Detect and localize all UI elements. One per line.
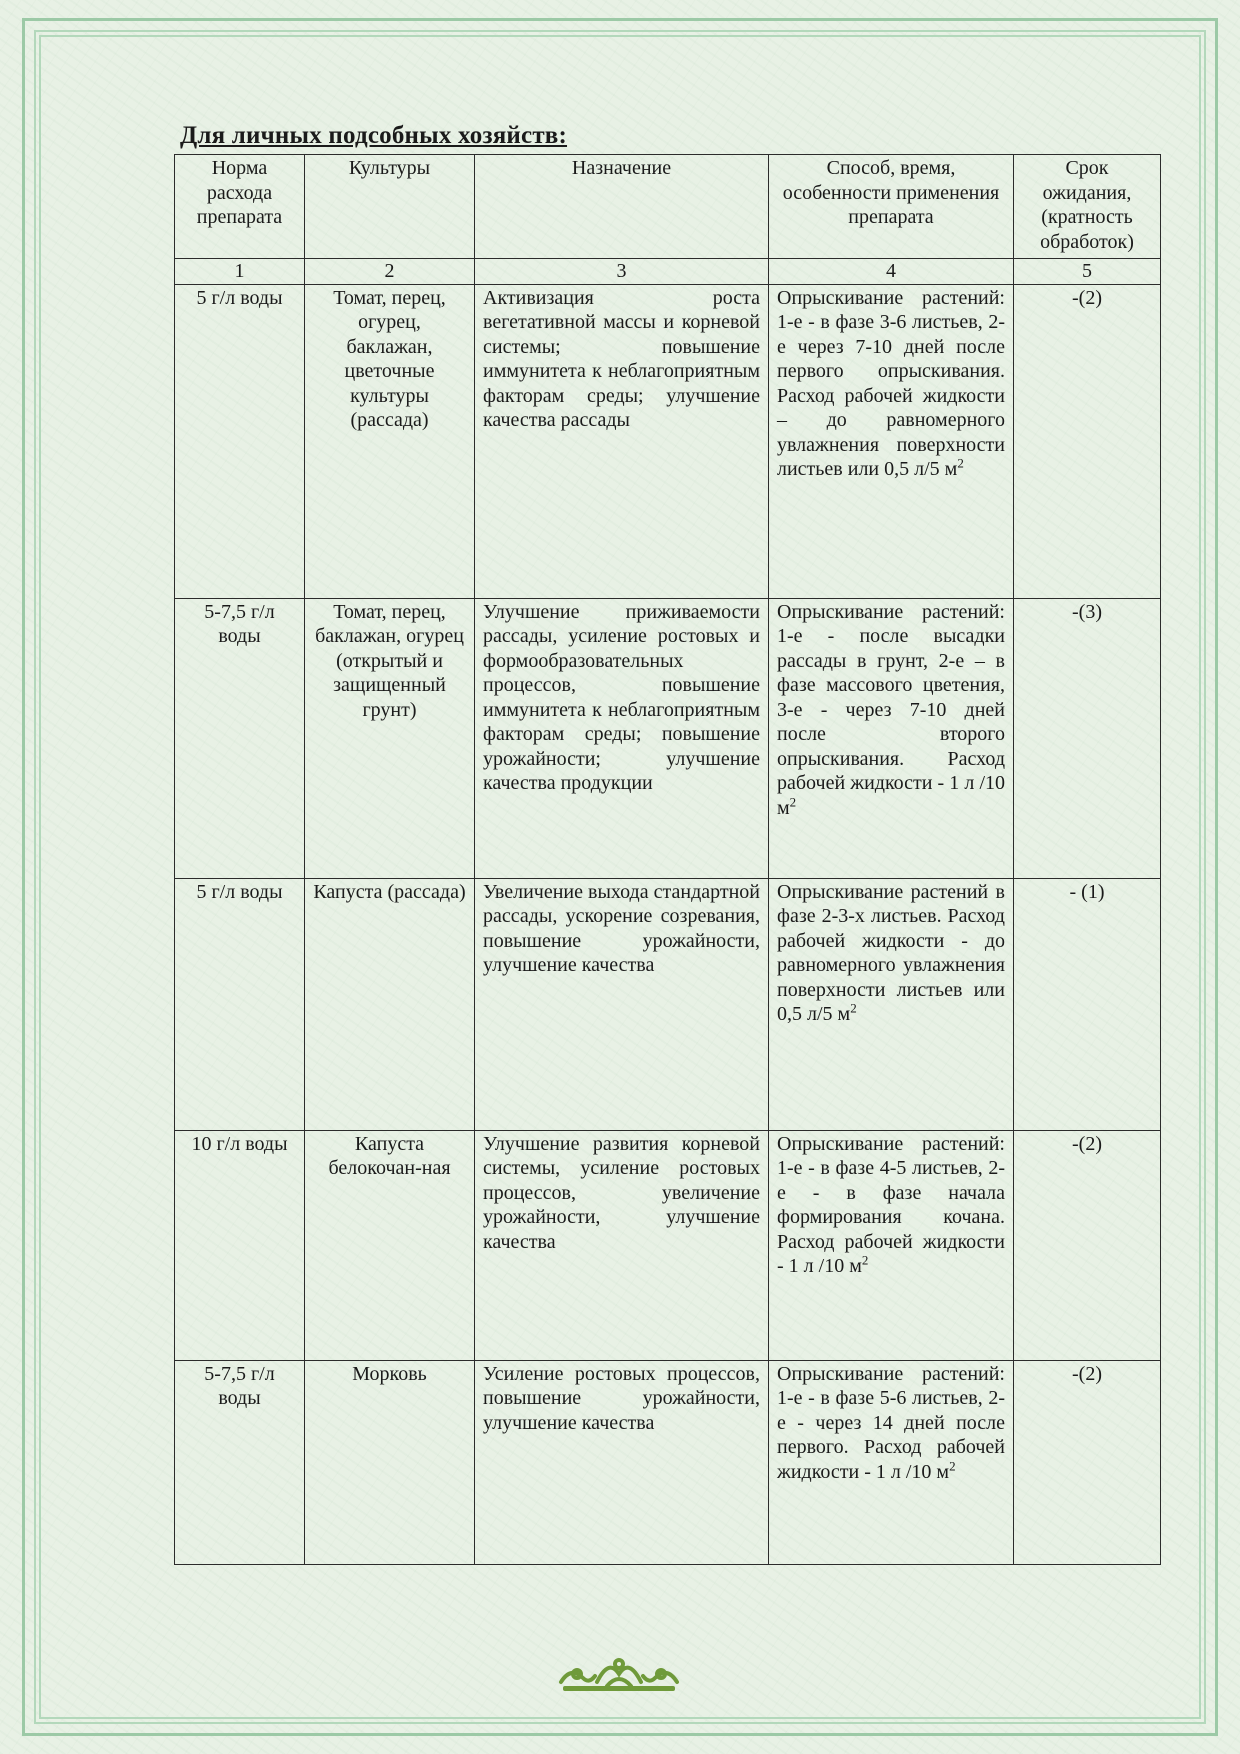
header-method: Способ, время, особенности применения препарата [769, 155, 1014, 259]
rate-cell: 5-7,5 г/л воды [175, 598, 305, 878]
header-wait: Срок ожидания, (кратность обработок) [1014, 155, 1161, 259]
column-number: 5 [1014, 259, 1161, 285]
column-number: 3 [475, 259, 769, 285]
crops-cell: Томат, перец, баклажан, огурец (открытый и защищенный грунт) [305, 598, 475, 878]
table-row [175, 1360, 1161, 1564]
table-row [175, 284, 1161, 598]
wait-cell: -(2) [1014, 1360, 1161, 1564]
crops-cell: Томат, перец, огурец, баклажан, цветочные культуры (рассада) [305, 284, 475, 598]
purpose-cell: Увеличение выхода стандартной рассады, ускорение созревания, повышение урожайности, улучшение качества [475, 878, 769, 1130]
purpose-cell: Улучшение развития корневой системы, усиление ростовых процессов, увеличение урожайности, улучшение качества [475, 1130, 769, 1360]
method-cell [769, 598, 1014, 878]
application-table [174, 154, 1161, 1565]
wait-cell: -(3) [1014, 598, 1161, 878]
superscript: 2 [789, 793, 797, 809]
column-number-row [175, 259, 1161, 285]
table-header-row [175, 155, 1161, 259]
superscript: 2 [957, 455, 964, 471]
rate-cell: 5 г/л воды [175, 878, 305, 1130]
header-rate: Норма расхода препарата [175, 155, 305, 259]
wait-cell: -(2) [1014, 284, 1161, 598]
superscript: 2 [861, 1252, 869, 1268]
method-cell [769, 878, 1014, 1130]
purpose-cell: Усиление ростовых процессов, повышение урожайности, улучшение качества [475, 1360, 769, 1564]
table-row [175, 878, 1161, 1130]
wait-cell: -(2) [1014, 1130, 1161, 1360]
wait-cell: - (1) [1014, 878, 1161, 1130]
rate-cell: 5 г/л воды [175, 284, 305, 598]
table-row [175, 598, 1161, 878]
method-text: Опрыскивание растений: 1-е - в фазе 5-6 листьев, 2-е - через 14 дней после первого. Расход рабочей жидкости - 1 л /10 м [777, 1362, 1005, 1483]
method-text: Опрыскивание растений: 1-е - в фазе 4-5 листьев, 2-е - в фазе начала формирования кочана. Расход рабочей жидкости - 1 л /10 м [777, 1132, 1005, 1277]
crops-cell: Капуста белокочан-ная [305, 1130, 475, 1360]
method-cell [769, 1360, 1014, 1564]
column-number: 1 [175, 259, 305, 285]
superscript: 2 [949, 1457, 956, 1473]
purpose-cell: Активизация роста вегетативной массы и корневой системы; повышение иммунитета к неблагоприятным факторам среды; улучшение качества рассады [475, 284, 769, 598]
header-crops: Культуры [305, 155, 475, 259]
rate-cell: 10 г/л воды [175, 1130, 305, 1360]
column-number: 2 [305, 259, 475, 285]
superscript: 2 [850, 1000, 857, 1016]
purpose-cell: Улучшение приживаемости рассады, усиление ростовых и формообразовательных процессов, повышение иммунитета к неблагоприятным факторам среды; повышение урожайности; улучшение качества продукции [475, 598, 769, 878]
method-cell [769, 284, 1014, 598]
table-row [175, 1130, 1161, 1360]
method-text: Опрыскивание растений: 1-е - в фазе 3-6 листьев, 2-е через 7-10 дней после первого опрыскивания. Расход рабочей жидкости – до равномерного увлажнения поверхности листьев или 0,5 л/5 м [777, 286, 1005, 480]
header-purpose: Назначение [475, 155, 769, 259]
crops-cell: Капуста (рассада) [305, 878, 475, 1130]
crops-cell: Морковь [305, 1360, 475, 1564]
method-cell [769, 1130, 1014, 1360]
section-heading: Для личных подсобных хозяйств: [180, 122, 568, 149]
column-number: 4 [769, 259, 1014, 285]
rate-cell: 5-7,5 г/л воды [175, 1360, 305, 1564]
method-text: Опрыскивание растений: 1-е - после высадки рассады в грунт, 2-е – в фазе массового цветения, 3-е - через 7-10 дней после второго опрыскивания. Расход рабочей жидкости - 1 л /10 м [777, 600, 1005, 819]
method-text: Опрыскивание растений в фазе 2-3-х листьев. Расход рабочей жидкости - до равномерного увлажнения поверхности листьев или 0,5 л/5 м [777, 880, 1005, 1025]
folk-ornament-icon [557, 1652, 681, 1694]
